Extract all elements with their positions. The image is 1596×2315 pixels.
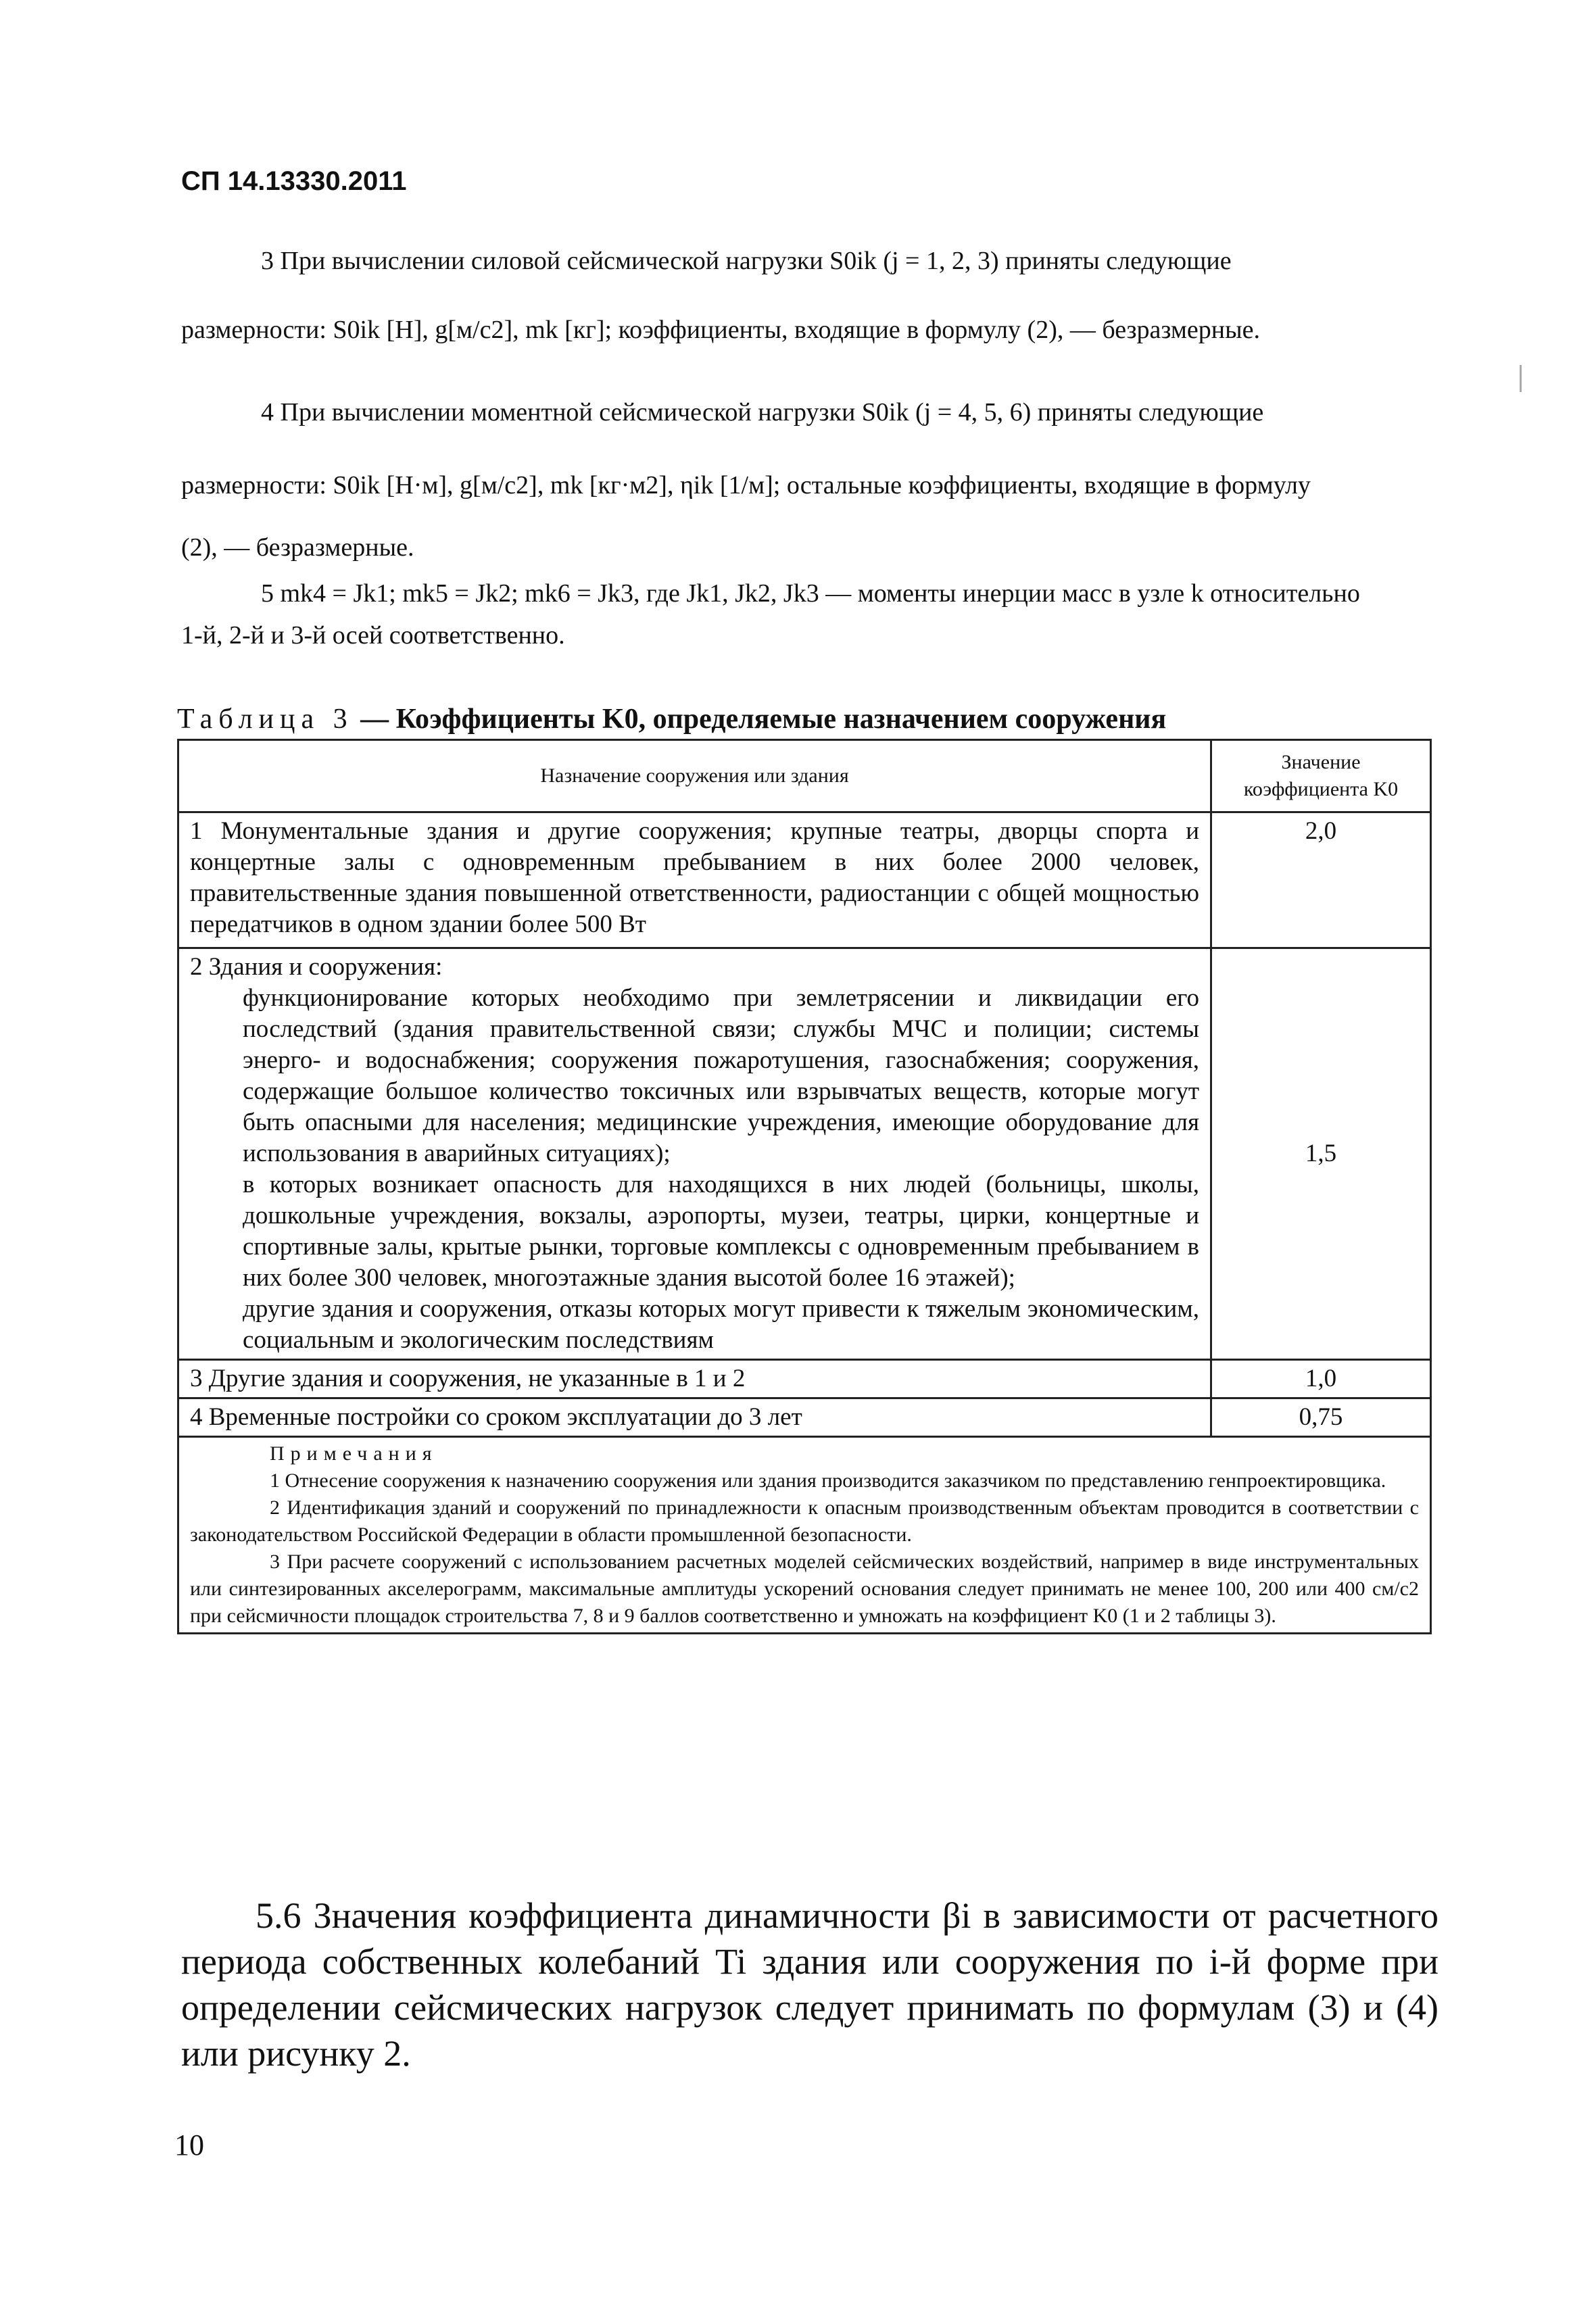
col-header-value-line-1: Значение xyxy=(1281,751,1361,773)
table-title-prefix: Таблица 3 xyxy=(177,704,354,735)
table-row xyxy=(178,812,1431,948)
table-notes xyxy=(178,1437,1431,1634)
note-5-line-1: 5 mk4 = Jk1; mk5 = Jk2; mk6 = Jk3, где Jk1, Jk2, Jk3 — моменты инерции масс в узле k относительно xyxy=(261,579,1360,608)
row-1-value: 2,0 xyxy=(1211,812,1431,948)
note-3-line-1: 3 При вычислении силовой сейсмической нагрузки S0ik (j = 1, 2, 3) приняты следующие xyxy=(261,247,1232,275)
row-2-item-2: в которых возникает опасность для находящихся в них людей (больницы, школы, дошкольные учреждения, вокзалы, аэропорты, музеи, театры, цирки, концертные и спортивные залы, крытые рынки, торговые комплексы с одновременным пребыванием в них более 300 человек, многоэтажные здания высотой более 16 этажей); xyxy=(243,1171,1199,1292)
row-2-value: 1,5 xyxy=(1211,948,1431,1360)
col-header-value xyxy=(1211,740,1431,812)
table-title xyxy=(177,703,1166,735)
note-3-line-2: размерности: S0ik [Н], g[м/с2], mk [кг]; коэффициенты, входящие в формулу (2), — безразмерные. xyxy=(181,316,1261,344)
table-row xyxy=(178,1398,1431,1437)
note-5-line-2: 1-й, 2-й и 3-й осей соответственно. xyxy=(181,621,565,650)
col-header-value-line-2: коэффициента K0 xyxy=(1243,778,1399,800)
table-title-bold: — Коэффициенты K0, определяемые назначением сооружения xyxy=(353,704,1167,735)
margin-mark xyxy=(1520,365,1522,392)
notes-title: Примечания xyxy=(270,1442,438,1465)
coefficient-table xyxy=(177,739,1432,1634)
row-4-text: 4 Временные постройки со сроком эксплуатации до 3 лет xyxy=(178,1398,1211,1437)
row-2-item-1: функционирование которых необходимо при землетрясении и ликвидации его последствий (здания правительственной связи; службы МЧС и полиции; системы энерго- и водоснабжения; сооружения пожаротушения, газоснабжения; сооружения, содержащие большое количество токсичных или взрывчатых веществ, которые могут быть опасными для населения; медицинские учреждения, имеющие оборудование для использования в аварийных ситуациях); xyxy=(243,984,1199,1167)
row-2-item-3: другие здания и сооружения, отказы которых могут привести к тяжелым экономическим, социальным и экологическим последствиям xyxy=(243,1295,1199,1354)
note-4-line-3: (2), — безразмерные. xyxy=(181,533,414,562)
table-row xyxy=(178,948,1431,1360)
row-3-text: 3 Другие здания и сооружения, не указанные в 1 и 2 xyxy=(178,1360,1211,1398)
table-row xyxy=(178,1360,1431,1398)
row-2-intro: 2 Здания и сооружения: xyxy=(190,953,443,981)
row-1-text: 1 Монументальные здания и другие сооружения; крупные театры, дворцы спорта и концертные залы с одновременным пребыванием в них более 2000 человек, правительственные здания повышенной ответственности, радиостанции с общей мощностью передатчиков в одном здании более 500 Вт xyxy=(178,812,1211,948)
table-header-row xyxy=(178,740,1431,812)
table-note-1: 1 Отнесение сооружения к назначению сооружения или здания производится заказчиком по представлению генпроектировщика. xyxy=(270,1469,1386,1492)
page-number: 10 xyxy=(174,2128,204,2162)
col-header-purpose: Назначение сооружения или здания xyxy=(178,740,1211,812)
section-5-6-paragraph: 5.6 Значения коэффициента динамичности βi в зависимости от расчетного периода собственных колебаний Ti здания или сооружения по i-й форме при определении сейсмических нагрузок следует принимать по формулам (3) и (4) или рисунку 2. xyxy=(181,1895,1438,2074)
note-4-line-1: 4 При вычислении моментной сейсмической нагрузки S0ik (j = 4, 5, 6) приняты следующие xyxy=(261,398,1264,427)
row-4-value: 0,75 xyxy=(1211,1398,1431,1437)
note-4-line-2: размерности: S0ik [Н·м], g[м/с2], mk [кг·м2], ηik [1/м]; остальные коэффициенты, входящие в формулу xyxy=(181,471,1311,499)
row-2-text xyxy=(178,948,1211,1360)
row-3-value: 1,0 xyxy=(1211,1360,1431,1398)
table-notes-row xyxy=(178,1437,1431,1634)
table-note-3: 3 При расчете сооружений с использованием расчетных моделей сейсмических воздействий, например в виде инструментальных или синтезированных акселерограмм, максимальные амплитуды ускорений основания следует принимать не менее 100, 200 или 400 см/с2 при сейсмичности площадок строительства 7, 8 и 9 баллов соответственно и умножать на коэффициент K0 (1 и 2 таблицы 3). xyxy=(190,1551,1419,1627)
document-code: СП 14.13330.2011 xyxy=(181,166,407,196)
table-note-2: 2 Идентификация зданий и сооружений по принадлежности к опасным производственным объектам проводится в соответствии с законодательством Российской Федерации в области промышленной безопасности. xyxy=(190,1496,1419,1546)
